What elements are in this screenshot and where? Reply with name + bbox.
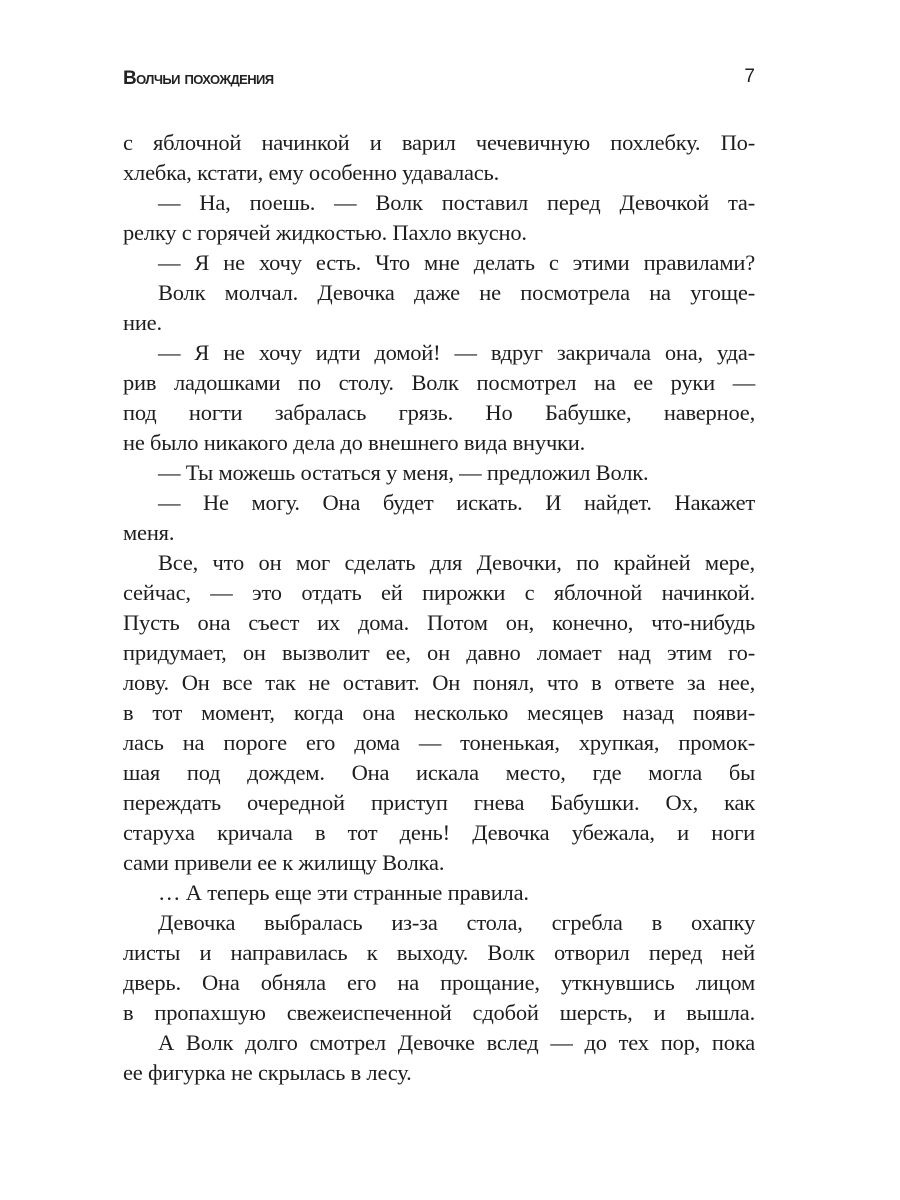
text-line: сами привели ее к жилищу Волка.: [123, 850, 445, 875]
text-line: в тот момент, когда она несколько месяцев назад появи-: [123, 700, 755, 725]
text-line: переждать очередной приступ гнева Бабушки. Ох, как: [123, 790, 755, 815]
text-line: старуха кричала в тот день! Девочка убежала, и ноги: [123, 820, 755, 845]
text-line: — Ты можешь остаться у меня, — предложил Волк.: [158, 460, 649, 485]
running-header: [123, 68, 755, 94]
text-line: … А теперь еще эти странные правила.: [158, 880, 529, 905]
text-line: в пропахшую свежеиспеченной сдобой шерсть, и вышла.: [123, 1000, 755, 1025]
text-line: А Волк долго смотрел Девочке вслед — до тех пор, пока: [158, 1030, 755, 1055]
text-line: — Я не хочу идти домой! — вдруг закричала она, уда-: [158, 340, 755, 365]
text-line: не было никакого дела до внешнего вида внучки.: [123, 430, 586, 455]
text-line: Пусть она съест их дома. Потом он, конечно, что-нибудь: [123, 610, 755, 635]
page-number: 7: [744, 66, 755, 87]
text-line: с яблочной начинкой и варил чечевичную похлебку. По-: [123, 130, 755, 155]
text-line: Все, что он мог сделать для Девочки, по крайней мере,: [158, 550, 755, 575]
running-title: Волчьи похождения: [123, 68, 274, 89]
text-line: — Я не хочу есть. Что мне делать с этими правилами?: [158, 250, 755, 275]
text-line: — На, поешь. — Волк поставил перед Девочкой та-: [158, 190, 755, 215]
body-text: [123, 128, 755, 1088]
text-line: Волк молчал. Девочка даже не посмотрела на угоще-: [158, 280, 755, 305]
text-line: шая под дождем. Она искала место, где могла бы: [123, 760, 755, 785]
text-line: под ногти забралась грязь. Но Бабушке, наверное,: [123, 400, 755, 425]
text-line: лась на пороге его дома — тоненькая, хрупкая, промок-: [123, 730, 755, 755]
text-line: — Не могу. Она будет искать. И найдет. Накажет: [158, 490, 755, 515]
text-line: меня.: [123, 520, 175, 545]
text-line: придумает, он вызволит ее, он давно ломает над этим го-: [123, 640, 755, 665]
text-line: хлебка, кстати, ему особенно удавалась.: [123, 160, 500, 185]
text-line: Девочка выбралась из-за стола, сгребла в охапку: [158, 910, 755, 935]
text-line: дверь. Она обняла его на прощание, уткнувшись лицом: [123, 970, 755, 995]
text-line: лову. Он все так не оставит. Он понял, что в ответе за нее,: [123, 670, 755, 695]
text-line: рив ладошками по столу. Волк посмотрел на ее руки —: [123, 370, 755, 395]
text-line: ее фигурка не скрылась в лесу.: [123, 1060, 412, 1085]
text-line: сейчас, — это отдать ей пирожки с яблочной начинкой.: [123, 580, 755, 605]
text-line: листы и направилась к выходу. Волк отворил перед ней: [123, 940, 755, 965]
text-line: релку с горячей жидкостью. Пахло вкусно.: [123, 220, 527, 245]
text-line: ние.: [123, 310, 162, 335]
